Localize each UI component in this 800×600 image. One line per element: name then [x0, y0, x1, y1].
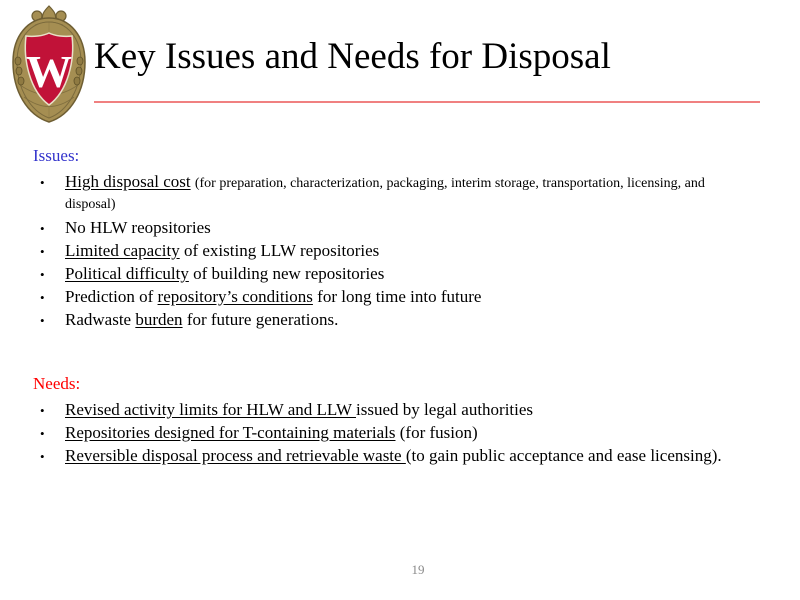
bullet-marker: • — [40, 449, 45, 464]
page-title: Key Issues and Needs for Disposal — [94, 36, 611, 77]
bullet-marker: • — [40, 221, 45, 236]
bullet-text-post: for long time into future — [312, 287, 482, 306]
bullet-marker: • — [40, 267, 45, 282]
bullet-text-post: of building new repositories — [188, 264, 385, 283]
bullet-text-underlined: burden — [135, 310, 183, 329]
bullet-text-pre: Prediction of — [65, 287, 158, 306]
bullet-text-detail: (for preparation, characterization, packaging, interim storage, transportation, licensing, and disposal) — [65, 176, 705, 212]
bullet-text — [65, 446, 722, 465]
bullet-marker: • — [40, 290, 45, 305]
issues-heading: Issues: — [33, 146, 80, 165]
bullet-text-post: (to gain public acceptance and ease licensing). — [405, 446, 722, 465]
bullet-text-underlined: Limited capacity — [65, 241, 180, 260]
bullet-marker: • — [40, 175, 45, 190]
needs-heading: Needs: — [33, 374, 81, 393]
bullet-marker: • — [40, 244, 45, 259]
bullet-text-post: of existing LLW repositories — [179, 241, 380, 260]
bullet-text — [65, 264, 384, 283]
bullet-text-post: for future generations. — [182, 310, 339, 329]
bullet-text — [65, 241, 379, 260]
bullet-item — [33, 287, 755, 306]
page-number: 19 — [411, 562, 425, 577]
bullet-text — [65, 423, 478, 442]
needs-section — [33, 374, 755, 469]
bullet-text-underlined: Repositories designed for T-containing materials — [65, 423, 396, 442]
bullet-marker: • — [40, 313, 45, 328]
bullet-item — [33, 172, 755, 214]
bullet-text-underlined: Political difficulty — [65, 264, 189, 283]
bullet-text-post: (for fusion) — [395, 423, 478, 442]
bullet-text-underlined: Reversible disposal process and retrievable waste — [65, 446, 406, 465]
bullet-item — [33, 264, 755, 283]
bullet-text-underlined: repository’s conditions — [157, 287, 313, 306]
needs-bullet-list — [33, 400, 755, 465]
bullet-text — [65, 218, 211, 237]
bullet-text — [65, 172, 705, 212]
bullet-item — [33, 310, 755, 329]
bullet-text-post: issued by legal authorities — [355, 400, 534, 419]
crest-letter: W — [26, 46, 72, 97]
bullet-text — [65, 287, 481, 306]
bullet-marker: • — [40, 426, 45, 441]
issues-section — [33, 146, 755, 333]
bullet-text-pre: Radwaste — [65, 310, 136, 329]
bullet-text — [65, 310, 338, 329]
title-divider — [94, 101, 760, 103]
bullet-item — [33, 241, 755, 260]
issues-bullet-list — [33, 172, 755, 329]
bullet-text-underlined: High disposal cost — [65, 172, 191, 191]
bullet-item — [33, 400, 755, 419]
bullet-item — [33, 446, 755, 465]
bullet-marker: • — [40, 403, 45, 418]
bullet-item — [33, 423, 755, 442]
bullet-text-underlined: Revised activity limits for HLW and LLW — [65, 400, 356, 419]
bullet-text — [65, 400, 533, 419]
bullet-item — [33, 218, 755, 237]
uw-crest-logo — [10, 5, 88, 123]
bullet-text-pre: No HLW reopsitories — [65, 218, 211, 237]
